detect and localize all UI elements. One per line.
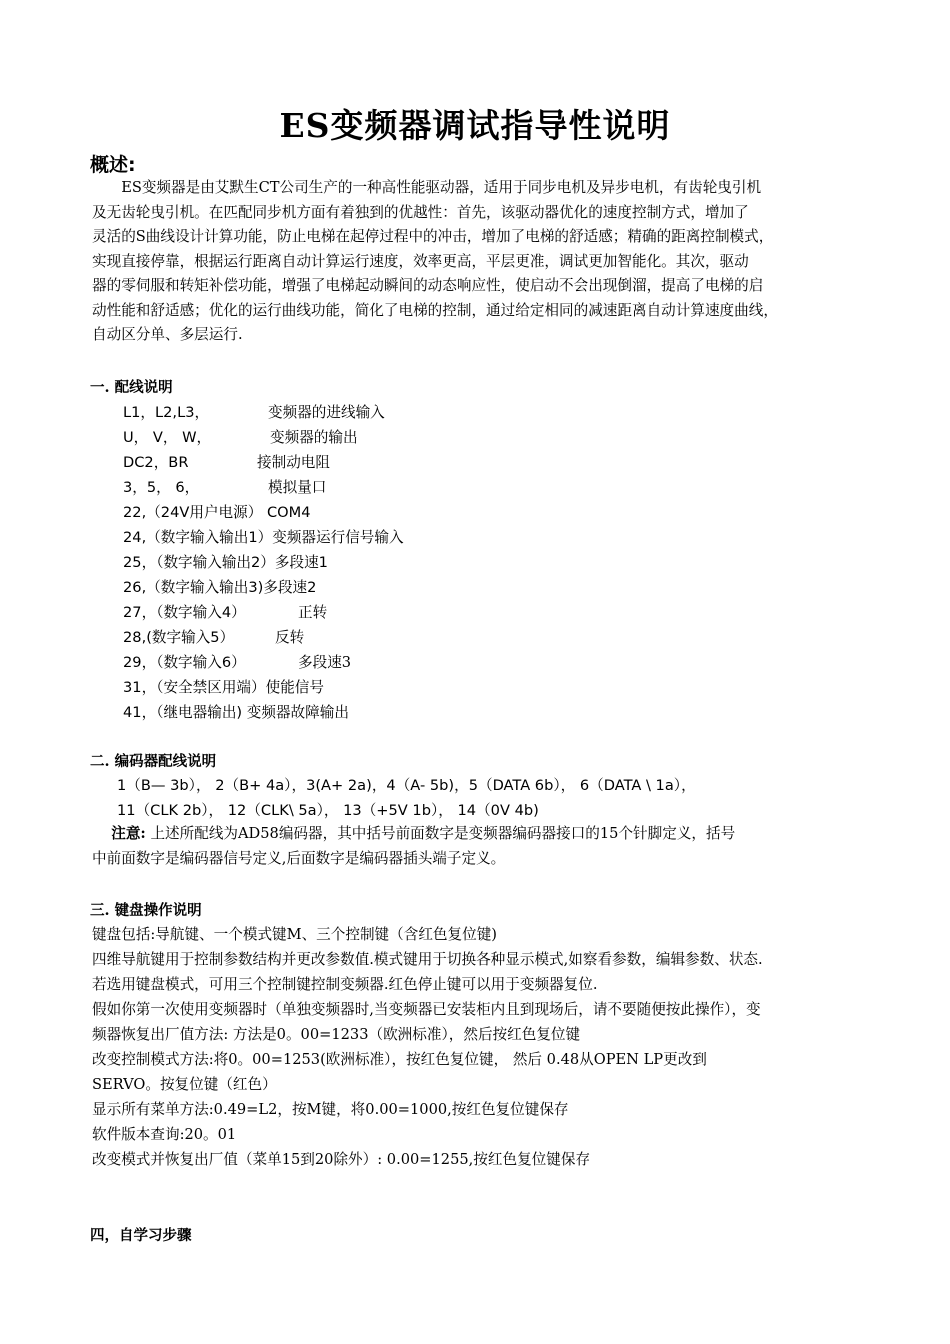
overview-line: ES变频器是由艾默生CT公司生产的一种高性能驱动器，适用于同步电机及异步电机，有齿轮曳引机 <box>92 179 762 196</box>
section3-heading: 三. 键盘操作说明 <box>90 902 202 919</box>
wiring-row <box>123 501 311 522</box>
wiring-row <box>123 576 316 597</box>
wiring-terminal: 29，（数字输入6） <box>123 654 246 671</box>
keypad-line: 键盘包括:导航键、一个模式键M、三个控制键（含红色复位键) <box>92 926 497 943</box>
keypad-line: 软件版本查询:20。01 <box>92 1126 237 1143</box>
wiring-terminal: U， V， W， <box>123 429 212 446</box>
keypad-instructions <box>92 922 864 1172</box>
wiring-terminal: 28,(数字输入5） <box>123 629 235 646</box>
wiring-desc: 模拟量口 <box>268 479 327 496</box>
wiring-terminal: L1，L2,L3， <box>123 404 210 421</box>
overview-line: 自动区分单、多层运行. <box>92 326 243 343</box>
wiring-row <box>123 601 328 622</box>
overview-heading: 概述: <box>90 154 136 176</box>
wiring-terminal: 25，（数字输入输出2）多段速1 <box>123 554 328 571</box>
keypad-line: 改变模式并恢复出厂值（菜单15到20除外）: 0.00=1255,按红色复位键保存 <box>92 1151 591 1168</box>
keypad-line: 若选用键盘模式，可用三个控制键控制变频器.红色停止键可以用于变频器复位. <box>92 976 598 993</box>
keypad-line: 四维导航键用于控制参数结构并更改参数值.模式键用于切换各种显示模式,如察看参数，编辑参数、状态. <box>92 951 763 968</box>
overview-paragraph <box>92 176 864 348</box>
encoder-note-line <box>92 822 864 847</box>
wiring-row <box>123 676 324 697</box>
note-label: 注意: <box>111 825 146 842</box>
overview-line: 灵活的S曲线设计计算功能，防止电梯在起停过程中的冲击，增加了电梯的舒适感；精确的距离控制模式， <box>92 228 774 245</box>
encoder-pins-line: 1（B— 3b）， 2（B+ 4a），3(A+ 2a)，4（A- 5b)，5（DATA 6b）， 6（DATA \ 1a）， <box>117 777 696 794</box>
wiring-terminal: 24,（数字输入输出1）变频器运行信号输入 <box>123 529 404 546</box>
overview-line: 器的零伺服和转矩补偿功能，增强了电梯起动瞬间的动态响应性，使启动不会出现倒溜，提高了电梯的启 <box>92 277 764 294</box>
wiring-desc: 接制动电阻 <box>257 454 330 471</box>
wiring-terminal: 3，5， 6， <box>123 479 200 496</box>
encoder-note-line: 中前面数字是编码器信号定义,后面数字是编码器插头端子定义。 <box>92 849 506 867</box>
wiring-terminal: 27，（数字输入4） <box>123 604 246 621</box>
wiring-terminal: DC2，BR <box>123 454 189 471</box>
wiring-terminal: 31，（安全禁区用端）使能信号 <box>123 679 324 696</box>
overview-line: 实现直接停靠，根据运行距离自动计算运行速度，效率更高，平层更准，调试更加智能化。其次，驱动 <box>92 252 749 270</box>
section1-heading: 一. 配线说明 <box>90 379 173 396</box>
wiring-terminal: 26,（数字输入输出3)多段速2 <box>123 579 317 596</box>
wiring-row <box>123 701 349 722</box>
keypad-line: 改变控制模式方法:将0。00=1253(欧洲标准），按红色复位键， 然后 0.48从OPEN LP更改到 <box>92 1051 707 1068</box>
section4-heading: 四，自学习步骤 <box>90 1227 192 1244</box>
wiring-desc: 变频器的进线输入 <box>268 404 385 421</box>
wiring-row <box>123 526 404 547</box>
keypad-line: 频器恢复出厂值方法: 方法是0。00=1233（欧洲标准），然后按红色复位键 <box>92 1026 581 1043</box>
wiring-row <box>123 451 330 472</box>
wiring-row <box>123 401 385 422</box>
wiring-desc: 多段速3 <box>298 654 352 671</box>
overview-line: 及无齿轮曳引机。在匹配同步机方面有着独到的优越性：首先，该驱动器优化的速度控制方式，增加了 <box>92 203 749 221</box>
wiring-terminal: 41，（继电器输出) 变频器故障输出 <box>123 704 349 721</box>
wiring-row <box>123 626 305 647</box>
wiring-desc: 变频器的输出 <box>270 429 358 446</box>
wiring-row <box>123 551 328 572</box>
note-text: 上述所配线为AD58编码器，其中括号前面数字是变频器编码器接口的15个针脚定义，括号 <box>145 825 736 842</box>
wiring-terminal: 22,（24V用户电源） COM4 <box>123 504 311 521</box>
encoder-pins-line: 11（CLK 2b）， 12（CLK\ 5a）， 13（+5V 1b）， 14（0V 4b) <box>117 802 539 819</box>
wiring-row <box>123 476 327 497</box>
overview-line: 动性能和舒适感；优化的运行曲线功能，简化了电梯的控制，通过给定相同的减速距离自动计算速度曲线， <box>92 301 778 319</box>
encoder-note <box>92 822 864 871</box>
document-title: ES变频器调试指导性说明 <box>279 106 671 145</box>
wiring-row <box>123 651 352 672</box>
wiring-row <box>123 426 358 447</box>
keypad-line: 显示所有菜单方法:0.49=L2，按M键，将0.00=1000,按红色复位键保存 <box>92 1101 569 1118</box>
section2-heading: 二. 编码器配线说明 <box>90 753 217 770</box>
keypad-line: 假如你第一次使用变频器时（单独变频器时,当变频器已安装柜内且到现场后，请不要随便按此操作），变 <box>92 1001 761 1018</box>
wiring-desc: 正转 <box>298 604 328 621</box>
keypad-line: SERVO。按复位键（红色） <box>92 1076 277 1093</box>
wiring-desc: 反转 <box>275 629 305 646</box>
